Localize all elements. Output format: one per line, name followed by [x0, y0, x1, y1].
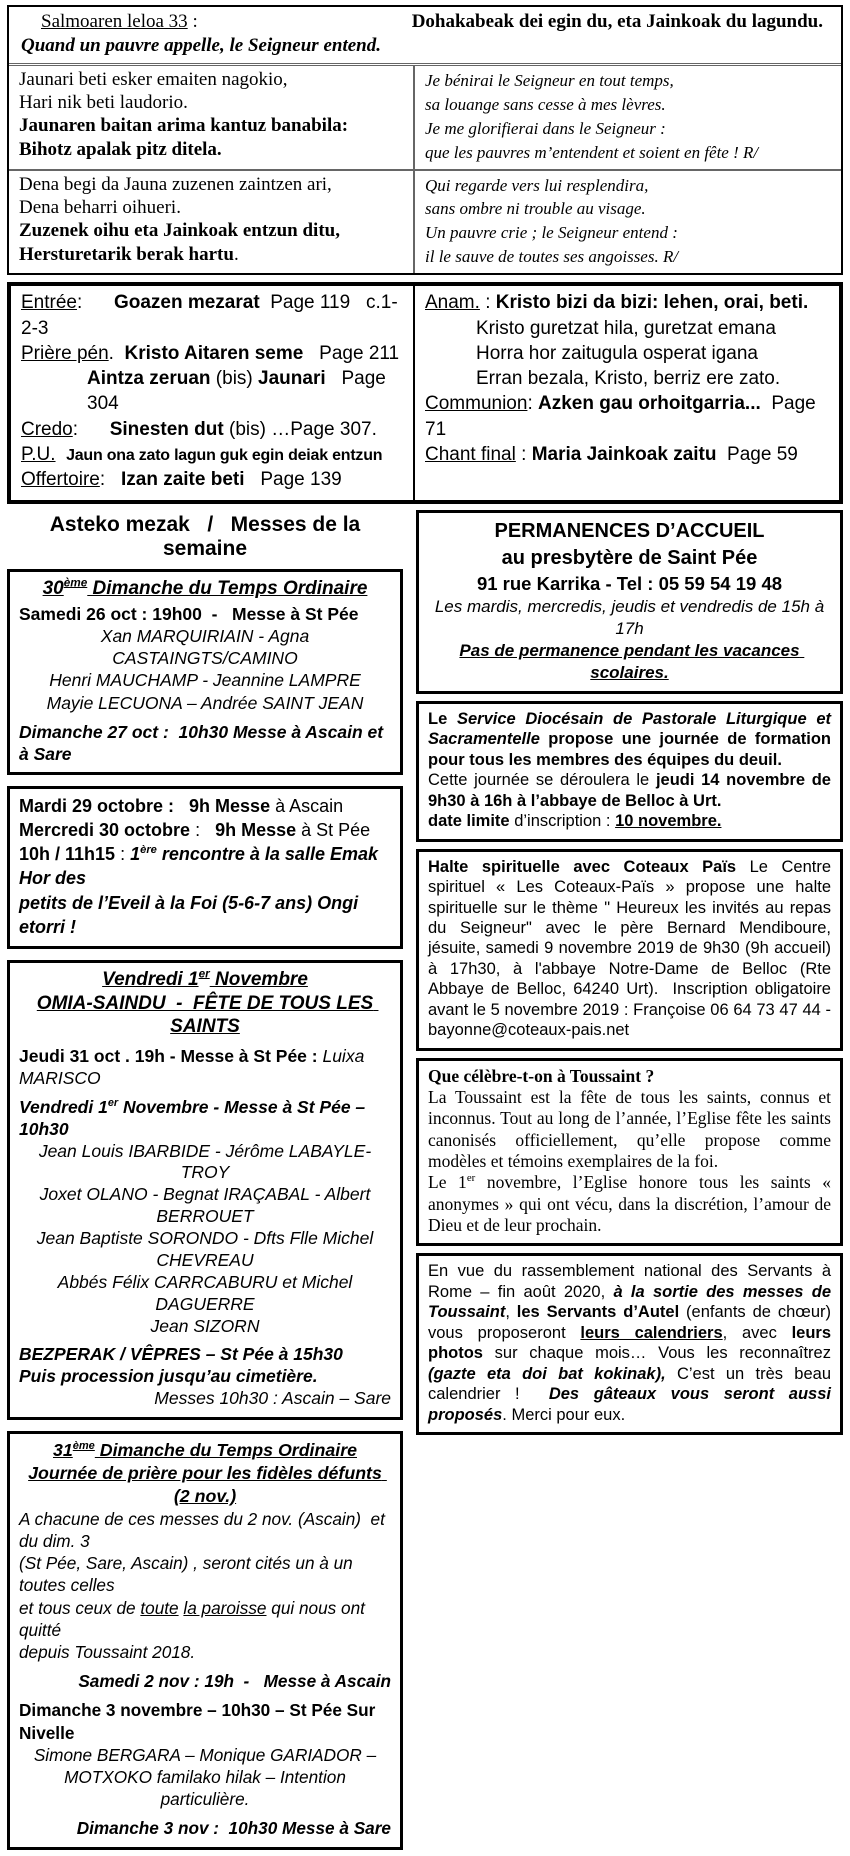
psalm-refrain-basque: Dohakabeak dei egin du, eta Jainkoak du lagundu. — [411, 11, 823, 32]
halte-paragraph: Halte spirituelle avec Coteaux Païs Le Centre spirituel « Les Coteaux-Païs » propose une halte spirituelle sur le thème " Heureux les invités au repas du Seigneur" avec le père Bernard Mendiboure, jésuite, samedi 9 novembre 2019 de 9h30 (9h accueil) à 17h30, à l'abbaye Notre-Dame de Belloc (Rte Abbaye de Belloc, 64240 Urt). Inscription obligatoire avant le 5 novembre 2019 : Françoise 06 64 73 47 44 - bayonne@coteaux-pais.net — [428, 857, 836, 1040]
mass-line: Dimanche 27 oct : 10h30 Messe à Ascain et à Sare — [19, 721, 388, 764]
liturgy-chant-final-line: Chant final : Maria Jainkoak zaitu Page 59 — [425, 443, 798, 465]
formation-deadline: date limite d’inscription : 10 novembre. — [428, 812, 722, 831]
notice-line: depuis Toussaint 2018. — [19, 1642, 196, 1663]
box-formation — [416, 701, 843, 842]
names-line: Jean Baptiste SORONDO - Dfts Flle Michel CHEVREAU — [36, 1228, 379, 1270]
names-line: Xan MARQUIRIAIN - Agna CASTAINGTS/CAMINO — [100, 625, 315, 669]
names-line: Henri MAUCHAMP - Jeannine LAMPRE — [49, 670, 361, 691]
psalm-verse2-basque — [9, 169, 415, 274]
psalm-verse1-french — [415, 66, 841, 169]
liturgy-box — [7, 282, 843, 503]
liturgy-pu-line: P.U. Jaun ona zato lagun guk egin deiak entzun — [21, 443, 383, 465]
psalm-line: que les pauvres m’entendent et soient en fête ! R/ — [425, 142, 759, 162]
liturgy-left-column — [11, 286, 415, 499]
servants-paragraph: En vue du rassemblement national des Servants à Rome – fin août 2020, à la sortie des messes de Toussaint, les Servants d’Autel (enfants de chœur) vous proposeront leurs calendriers, avec leurs photos sur chaque mois… Vous les reconnaîtrez (gazte eta doi bat kokinak), C’est un très beau calendrier ! Des gâteaux vous seront aussi proposés. Merci pour eux. — [428, 1262, 836, 1424]
psalm-line: Hersturetarik berak hartu. — [19, 243, 239, 265]
allsaints-subtitle: OMIA-SAINDU - FÊTE DE TOUS LES SAINTS — [36, 992, 379, 1038]
mass-line: Samedi 2 nov : 19h - Messe à Ascain — [78, 1671, 391, 1692]
psalm-line: Bihotz apalak pitz ditela. — [19, 138, 222, 160]
liturgy-anamnese-line: Anam. : Kristo bizi da bizi: lehen, orai, beti. — [425, 292, 809, 314]
announcements-column — [416, 510, 843, 1436]
permanences-address: 91 rue Karrika - Tel : 05 59 54 19 48 — [476, 572, 783, 594]
psalm-line: Je me glorifierai dans le Seigneur : — [425, 118, 666, 138]
liturgy-offertoire-line: Offertoire: Izan zaite beti Page 139 — [21, 469, 342, 491]
notice-line: et tous ceux de toute la paroisse qui nous ont quitté — [19, 1597, 370, 1640]
names-line: Mayie LECUONA – Andrée SAINT JEAN — [46, 692, 364, 713]
psalm-header-row — [9, 10, 823, 34]
liturgy-anamnese-verse: Horra hor zaitugula osperat igana — [476, 342, 759, 364]
liturgy-communion-line: Communion: Azken gau orhoitgarria... Page 71 — [425, 393, 821, 440]
psalm-refrain-french: Quand un pauvre appelle, le Seigneur entend. — [21, 35, 381, 57]
box-servants-calendars — [416, 1253, 843, 1435]
names-line: Abbés Félix CARRCABURU et Michel DAGUERRE — [57, 1271, 358, 1314]
names-line: MOTXOKO familako hilak – Intention particulière. — [64, 1766, 351, 1810]
sunday31-title: 31ème Dimanche du Temps Ordinaire — [52, 1440, 357, 1461]
box-30th-sunday — [7, 569, 403, 776]
psalm-header — [9, 7, 841, 66]
permanences-title: PERMANENCES D’ACCUEIL — [494, 519, 765, 542]
sunday30-title: 30ème Dimanche du Temps Ordinaire — [42, 576, 368, 599]
liturgy-priere-line: Prière pén. Kristo Aitaren seme Page 211 — [21, 342, 400, 364]
psalm-table — [7, 5, 843, 275]
box-toussaint-info — [416, 1058, 843, 1247]
psalm-line: Dena beharri oihueri. — [19, 196, 181, 218]
mass-line: Dimanche 3 nov : 10h30 Messe à Sare — [76, 1818, 391, 1839]
mass-line: Vendredi 1er Novembre - Messe à St Pée – 10h30 — [19, 1096, 371, 1139]
box-weekday-masses — [7, 786, 403, 949]
permanences-holiday-note: Pas de permanence pendant les vacances scolaires. — [459, 640, 805, 682]
procession-line: Puis procession jusqu’au cimetière. — [19, 1366, 318, 1387]
psalm-verse1-basque — [9, 66, 415, 169]
formation-paragraph: Le Service Diocésain de Pastorale Liturgique et Sacramentelle propose une journée de formation pour tous les membres des équipes du deuil. — [428, 709, 836, 769]
vespers-line: BEZPERAK / VÊPRES – St Pée à 15h30 — [19, 1344, 343, 1365]
psalm-line: sans ombre ni trouble au visage. — [425, 199, 646, 219]
mass-line: petits de l’Eveil à la Foi (5-6-7 ans) Ongi etorri ! — [19, 892, 364, 937]
toussaint-info-title: Que célèbre-t-on à Toussaint ? — [428, 1065, 655, 1086]
permanences-hours: Les mardis, mercredis, jeudis et vendredis de 15h à 17h — [434, 596, 829, 638]
liturgy-anamnese-verse: Kristo guretzat hila, guretzat emana — [476, 317, 776, 339]
psalm-line: Je bénirai le Seigneur en tout temps, — [425, 70, 674, 90]
box-permanences — [416, 510, 843, 694]
liturgy-right-column — [415, 286, 839, 499]
psalm-verses — [9, 66, 841, 274]
psalm-line: Dena begi da Jauna zuzenen zaintzen ari, — [19, 173, 332, 195]
permanences-subtitle: au presbytère de Saint Pée — [501, 546, 758, 569]
liturgy-credo-line: Credo: Sinesten dut (bis) …Page 307. — [21, 418, 377, 440]
psalm-line: Hari nik beti laudorio. — [19, 91, 188, 113]
sunday31-subtitle: Journée de prière pour les fidèles défunts (2 nov.) — [28, 1463, 387, 1506]
psalm-title: Salmoaren leloa 33 : — [41, 11, 198, 32]
names-line: Joxet OLANO - Begnat IRAÇABAL - Albert BERROUET — [39, 1184, 376, 1227]
psalm-line: Jaunaren baitan arima kantuz banabila: — [19, 115, 349, 137]
psalm-line: il le sauve de toutes ses angoisses. R/ — [425, 247, 679, 267]
mass-line: Dimanche 3 novembre – 10h30 – St Pée Sur Nivelle — [19, 1700, 381, 1743]
two-column-layout — [7, 510, 843, 1850]
mass-line: Mardi 29 octobre : 9h Messe à Ascain — [19, 796, 344, 817]
toussaint-info-paragraph: Le 1er novembre, l’Eglise honore tous les saints « anonymes » qui ont vécu, dans la discrétion, l’amour de Dieu et de leur prochain. — [428, 1172, 836, 1236]
masses-column — [7, 510, 403, 1850]
mass-line: Mercredi 30 octobre : 9h Messe à St Pée — [19, 820, 371, 841]
liturgy-anamnese-verse: Erran bezala, Kristo, berriz ere zato. — [476, 368, 781, 390]
names-line: Jean Louis IBARBIDE - Jérôme LABAYLE-TROY — [38, 1140, 372, 1183]
notice-line: A chacune de ces messes du 2 nov. (Ascain) et du dim. 3 — [19, 1508, 390, 1552]
notice-line: (St Pée, Sare, Ascain) , seront cités un à un toutes celles — [19, 1553, 358, 1596]
mass-line: Samedi 26 oct : 19h00 - Messe à St Pée — [19, 603, 359, 624]
liturgy-entree-line: Entrée: Goazen mezarat Page 119 c.1-2-3 — [21, 292, 398, 339]
formation-paragraph: Cette journée se déroulera le jeudi 14 novembre de 9h30 à 16h à l’abbaye de Belloc à Urt. — [428, 771, 836, 810]
box-all-saints — [7, 960, 403, 1420]
psalm-line: Zuzenek oihu eta Jainkoak entzun ditu, — [19, 220, 340, 242]
names-line: Jean SIZORN — [150, 1315, 260, 1336]
allsaints-title: Vendredi 1er Novembre — [102, 967, 308, 990]
liturgy-gloria-line: Aintza zeruan (bis) Jaunari Page 304 — [87, 368, 392, 415]
psalm-line: Jaunari beti esker emaiten nagokio, — [19, 68, 288, 90]
mass-line: 10h / 11h15 : 1ère rencontre à la salle Emak Hor des — [19, 844, 384, 889]
psalm-line: sa louange sans cesse à mes lèvres. — [425, 94, 666, 114]
psalm-line: Un pauvre crie ; le Seigneur entend : — [425, 223, 678, 243]
mass-line: Messes 10h30 : Ascain – Sare — [154, 1388, 391, 1409]
names-line: Simone BERGARA – Monique GARIADOR – — [33, 1744, 377, 1765]
mass-line: Jeudi 31 oct . 19h - Messe à St Pée : Luixa MARISCO — [19, 1046, 370, 1088]
week-masses-heading: Asteko mezak / Messes de la semaine — [49, 512, 367, 560]
psalm-verse2-french — [415, 169, 841, 274]
box-31st-sunday — [7, 1431, 403, 1849]
box-halte-spirituelle — [416, 849, 843, 1051]
psalm-line: Qui regarde vers lui resplendira, — [425, 175, 649, 195]
toussaint-info-paragraph: La Toussaint est la fête de tous les saints, connus et inconnus. Tout au long de l’année, l’Eglise fête les saints canonisés officiellement, qu’elle propose comme modèles et témoins exemplaires de la foi. — [428, 1087, 836, 1172]
